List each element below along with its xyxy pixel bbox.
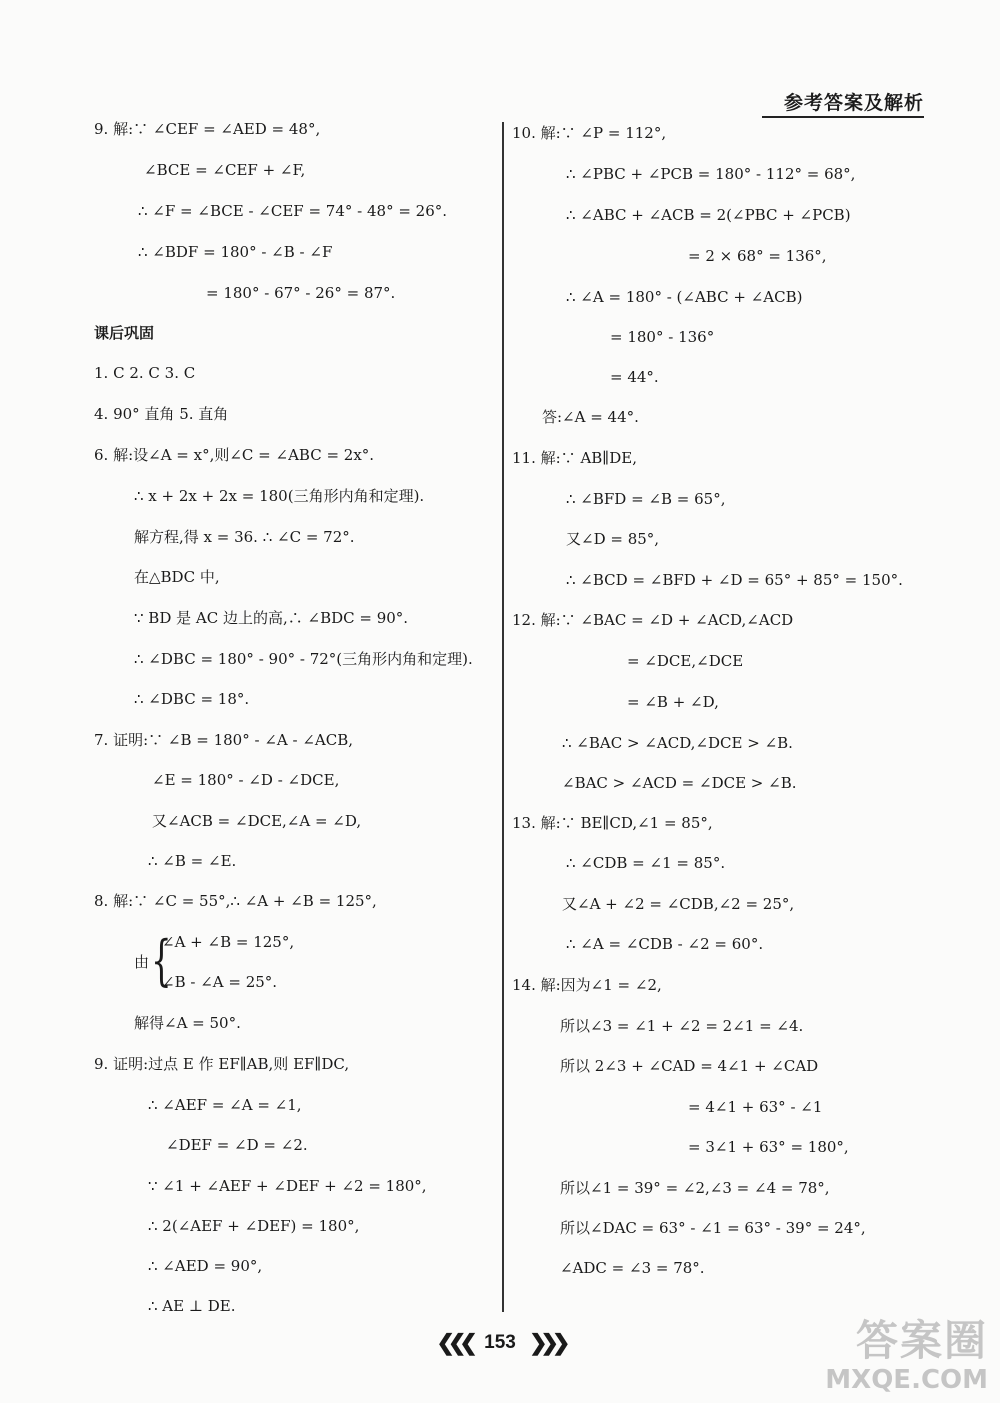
answer-line: 9. 证明:过点 E 作 EF∥AB,则 EF∥DC, — [94, 1055, 350, 1073]
answer-line: 6. 解:设∠A = x°,则∠C = ∠ABC = 2x°. — [94, 446, 375, 464]
answer-line: ∴ ∠A = ∠CDB - ∠2 = 60°. — [566, 935, 764, 953]
answer-line: 12. 解:∵ ∠BAC = ∠D + ∠ACD,∠ACD — [512, 611, 794, 629]
section-title: 课后巩固 — [94, 324, 155, 342]
system-label: 由 — [134, 953, 150, 971]
answer-line: 又∠ACB = ∠DCE,∠A = ∠D, — [152, 812, 362, 830]
answer-line: 所以 2∠3 + ∠CAD = 4∠1 + ∠CAD — [560, 1057, 819, 1075]
answer-line: = 3∠1 + 63° = 180°, — [688, 1138, 849, 1156]
answer-line: ∴ 2(∠AEF + ∠DEF) = 180°, — [148, 1217, 360, 1235]
answer-line: = ∠B + ∠D, — [627, 693, 719, 711]
answer-line: 14. 解:因为∠1 = ∠2, — [512, 976, 662, 994]
answer-line: 10. 解:∵ ∠P = 112°, — [512, 124, 667, 142]
answer-line: ∴ ∠ABC + ∠ACB = 2(∠PBC + ∠PCB) — [566, 206, 851, 224]
watermark-logo: 答案圈 — [855, 1316, 988, 1365]
page-number: 153 — [484, 1332, 516, 1353]
answer-line: = 180° - 67° - 26° = 87°. — [206, 284, 396, 302]
answer-line: ∴ ∠BFD = ∠B = 65°, — [566, 490, 726, 508]
answer-line: ∴ ∠F = ∠BCE - ∠CEF = 74° - 48° = 26°. — [138, 202, 448, 220]
answer-line: ∴ ∠AED = 90°, — [148, 1257, 263, 1275]
section-header: 参考答案及解析 — [762, 88, 924, 118]
chevrons-left-icon: ❮❮❮ — [436, 1330, 471, 1355]
answer-line: 又∠D = 85°, — [566, 530, 660, 548]
answer-line: ∴ ∠BDF = 180° - ∠B - ∠F — [138, 243, 333, 261]
answer-line: ∠ADC = ∠3 = 78°. — [560, 1259, 705, 1277]
answer-line: 所以∠DAC = 63° - ∠1 = 63° - 39° = 24°, — [560, 1219, 866, 1237]
answer-line: ∴ ∠B = ∠E. — [148, 852, 237, 870]
answer-line: ∴ ∠CDB = ∠1 = 85°. — [566, 854, 726, 872]
answer-line: 答:∠A = 44°. — [542, 408, 639, 426]
answer-line: 1. C 2. C 3. C — [94, 364, 196, 382]
watermark-url: MXQE.COM — [825, 1365, 988, 1395]
answer-line: 又∠A + ∠2 = ∠CDB,∠2 = 25°, — [562, 895, 795, 913]
answer-line: 11. 解:∵ AB∥DE, — [512, 449, 637, 467]
answer-line: ∴ ∠AEF = ∠A = ∠1, — [148, 1096, 302, 1114]
answer-line: ∴ AE ⊥ DE. — [148, 1297, 236, 1315]
answer-line: 13. 解:∵ BE∥CD,∠1 = 85°, — [512, 814, 713, 832]
answer-line: 8. 解:∵ ∠C = 55°,∴ ∠A + ∠B = 125°, — [94, 892, 377, 910]
system-equation-1: ∠A + ∠B = 125°, — [162, 933, 295, 951]
answer-line: ∴ ∠DBC = 18°. — [134, 690, 250, 708]
answer-line: 所以∠3 = ∠1 + ∠2 = 2∠1 = ∠4. — [560, 1017, 804, 1035]
answer-line: = 2 × 68° = 136°, — [688, 247, 827, 265]
answer-line: 9. 解:∵ ∠CEF = ∠AED = 48°, — [94, 120, 321, 138]
watermark — [825, 1317, 988, 1395]
answer-line: ∵ BD 是 AC 边上的高,∴ ∠BDC = 90°. — [134, 609, 409, 627]
answer-line: ∴ ∠A = 180° - (∠ABC + ∠ACB) — [566, 288, 803, 306]
answer-line: 在△BDC 中, — [134, 568, 220, 586]
chevrons-right-icon: ❯❯❯ — [529, 1330, 564, 1355]
answer-line: 4. 90° 直角 5. 直角 — [94, 405, 229, 423]
answer-line: ∠BAC > ∠ACD = ∠DCE > ∠B. — [562, 774, 797, 792]
system-equation-2: ∠B - ∠A = 25°. — [162, 973, 278, 991]
answer-line: 所以∠1 = 39° = ∠2,∠3 = ∠4 = 78°, — [560, 1179, 830, 1197]
answer-line: 解方程,得 x = 36. ∴ ∠C = 72°. — [134, 528, 355, 546]
answer-line: ∵ ∠1 + ∠AEF + ∠DEF + ∠2 = 180°, — [148, 1177, 427, 1195]
column-divider — [502, 122, 504, 1312]
answer-line: = ∠DCE,∠DCE — [627, 652, 744, 670]
answer-line: ∴ ∠BCD = ∠BFD + ∠D = 65° + 85° = 150°. — [566, 571, 903, 589]
answer-line: = 44°. — [610, 368, 659, 386]
answer-line: 解得∠A = 50°. — [134, 1014, 241, 1032]
system-brace: { — [151, 929, 172, 992]
answer-line: = 4∠1 + 63° - ∠1 — [688, 1098, 823, 1116]
answer-line: ∠BCE = ∠CEF + ∠F, — [144, 161, 306, 179]
answer-line: 7. 证明:∵ ∠B = 180° - ∠A - ∠ACB, — [94, 731, 354, 749]
answer-line: ∴ ∠BAC > ∠ACD,∠DCE > ∠B. — [562, 734, 793, 752]
answer-line: ∴ ∠DBC = 180° - 90° - 72°(三角形内角和定理). — [134, 650, 473, 668]
answer-line: = 180° - 136° — [610, 328, 715, 346]
answer-line: ∴ ∠PBC + ∠PCB = 180° - 112° = 68°, — [566, 165, 856, 183]
answer-line: ∴ x + 2x + 2x = 180(三角形内角和定理). — [134, 487, 425, 505]
answer-line: ∠DEF = ∠D = ∠2. — [166, 1136, 308, 1154]
answer-line: ∠E = 180° - ∠D - ∠DCE, — [152, 771, 340, 789]
